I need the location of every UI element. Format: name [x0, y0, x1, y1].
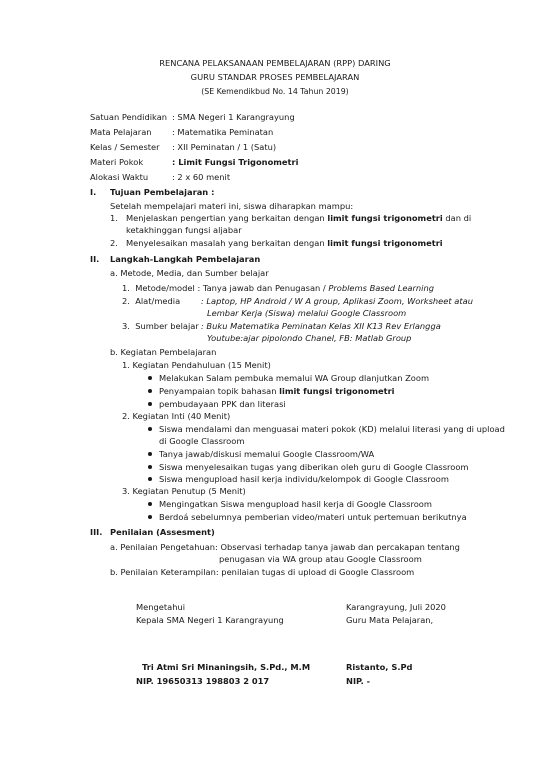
signature-left-role: Kepala SMA Negeri 1 Karangrayung	[136, 615, 284, 625]
identity-label: Mata Pelajaran	[90, 127, 152, 137]
doc-subtitle: GURU STANDAR PROSES PEMBELAJARAN	[190, 72, 360, 82]
identity-value: : SMA Negeri 1 Karangrayung	[172, 112, 295, 122]
section-intro: Setelah mempelajari materi ini, siswa diharapkan mampu:	[110, 201, 354, 211]
objective-item	[126, 213, 482, 224]
identity-row	[90, 127, 273, 138]
emphasis-text: limit fungsi trigonometri	[327, 238, 443, 248]
list-number: 1.	[122, 283, 130, 293]
assessment-item: b. Penilaian Keterampilan: penilaian tugas di upload di Google Classroom	[110, 567, 415, 577]
resource-row	[122, 321, 199, 332]
objective-item-continued: ketakhinggan fungsi aljabar	[126, 225, 242, 235]
identity-row	[90, 172, 230, 183]
identity-value: : Limit Fungsi Trigonometri	[172, 157, 299, 167]
resource-value-continued: Youtube:ajar pipolondo Chanel, FB: Matlab Group	[207, 333, 412, 343]
signature-right-role: Guru Mata Pelajaran,	[346, 615, 434, 625]
list-item-text: Berdoá sebelumnya pemberian video/materi untuk pertemuan berikutnya	[159, 512, 467, 522]
resource-value: : Laptop, HP Android / W A group, Aplikasi Zoom, Worksheet atau	[201, 296, 473, 306]
list-number: 2.	[110, 238, 118, 248]
list-item	[148, 449, 374, 460]
activity-title: 3. Kegiatan Penutup (5 Menit)	[122, 486, 246, 496]
list-item-text: Siswa menyelesaikan tugas yang diberikan oleh guru di Google Classroom	[159, 462, 469, 472]
bullet-icon	[148, 502, 152, 506]
signature-left-heading: Mengetahui	[136, 602, 186, 612]
assessment-item-continued: penugasan via WA group atau Google Classroom	[219, 554, 422, 564]
resource-label: Metode/model	[135, 283, 195, 293]
signature-right-place-date: Karangrayung, Juli 2020	[346, 602, 446, 612]
list-item	[148, 462, 469, 473]
identity-row	[90, 157, 298, 168]
text-run: dan di	[442, 213, 472, 223]
activity-title: 1. Kegiatan Pendahuluan (15 Menit)	[122, 360, 271, 370]
section-title: Langkah-Langkah Pembelajaran	[110, 254, 261, 264]
list-item	[148, 399, 286, 410]
bullet-icon	[148, 376, 152, 380]
section-number: III.	[90, 527, 103, 537]
objective-item	[126, 238, 443, 249]
identity-label: Satuan Pendidikan	[90, 112, 168, 122]
text-run: Menjelaskan pengertian yang berkaitan dengan	[126, 213, 328, 223]
identity-row	[90, 142, 276, 153]
list-item-text: Melakukan Salam pembuka memalui WA Group dlanjutkan Zoom	[159, 373, 430, 383]
identity-value: : XII Peminatan / 1 (Satu)	[172, 142, 277, 152]
list-item	[148, 424, 505, 435]
resource-value-italic: Problems Based Learning	[328, 283, 435, 293]
list-item-text: Mengingatkan Siswa mengupload hasil kerja di Google Classroom	[159, 499, 432, 509]
list-item	[148, 512, 467, 523]
section-number: I.	[90, 187, 97, 197]
signature-left-nip: NIP. 19650313 198803 2 017	[136, 676, 270, 686]
resource-row	[122, 283, 434, 294]
identity-label: Materi Pokok	[90, 157, 144, 167]
activity-title: 2. Kegiatan Inti (40 Menit)	[122, 411, 231, 421]
list-item-text: pembudayaan PPK dan literasi	[159, 399, 286, 409]
list-number: 2.	[122, 296, 130, 306]
signature-left-name: Tri Atmi Sri Minaningsih, S.Pd., M.M	[142, 662, 311, 672]
resource-value: : Buku Matematika Peminatan Kelas XII K13 Rev Erlangga	[201, 321, 441, 331]
list-item	[148, 386, 395, 397]
section-number: II.	[90, 254, 100, 264]
resource-value-continued: Lembar Kerja (Siswa) melalui Google Classroom	[207, 308, 407, 318]
resource-label: Alat/media	[135, 296, 181, 306]
bullet-icon	[148, 389, 152, 393]
identity-label: Alokasi Waktu	[90, 172, 149, 182]
identity-label: Kelas / Semester	[90, 142, 160, 152]
subsection-label: b. Kegiatan Pembelajaran	[110, 347, 217, 357]
identity-value: : Matematika Peminatan	[172, 127, 274, 137]
resource-value: : Tanya jawab dan Penugasan /	[197, 283, 329, 293]
emphasis-text: limit fungsi trigonometri	[279, 386, 395, 396]
list-item-text: Siswa mendalami dan menguasai materi pokok (KD) melalui literasi yang di upload	[159, 424, 505, 434]
list-item	[148, 373, 429, 384]
bullet-icon	[148, 402, 152, 406]
list-item-continued: di Google Classroom	[159, 436, 245, 446]
signature-right-nip: NIP. -	[346, 676, 371, 686]
bullet-icon	[148, 427, 152, 431]
list-item-text: Tanya jawab/diskusi memalui Google Classroom/WA	[159, 449, 375, 459]
doc-reference: (SE Kemendikbud No. 14 Tahun 2019)	[201, 87, 349, 96]
bullet-icon	[148, 465, 152, 469]
assessment-item: a. Penilaian Pengetahuan: Observasi terhadap tanya jawab dan percakapan tentang	[110, 542, 460, 552]
resource-row	[122, 296, 180, 307]
bullet-icon	[148, 515, 152, 519]
bullet-icon	[148, 477, 152, 481]
doc-title: RENCANA PELAKSANAAN PEMBELAJARAN (RPP) DARING	[159, 58, 391, 68]
identity-value: : 2 x 60 menit	[172, 172, 231, 182]
resource-label: Sumber belajar	[135, 321, 199, 331]
list-number: 1.	[110, 213, 118, 223]
signature-right-name: Ristanto, S.Pd	[346, 662, 413, 672]
section-title: Penilaian (Assesment)	[110, 527, 215, 537]
bullet-icon	[148, 452, 152, 456]
identity-row	[90, 112, 295, 123]
emphasis-text: limit fungsi trigonometri	[327, 213, 443, 223]
section-title: Tujuan Pembelajaran :	[110, 187, 215, 197]
list-item-text: Penyampaian topik bahasan	[159, 386, 280, 396]
subsection-label: a. Metode, Media, dan Sumber belajar	[110, 268, 269, 278]
list-item	[148, 474, 449, 485]
text-run: Menyelesaikan masalah yang berkaitan dengan	[126, 238, 328, 248]
list-number: 3.	[122, 321, 130, 331]
list-item-text: Siswa mengupload hasil kerja individu/kelompok di Google Classroom	[159, 474, 449, 484]
list-item	[148, 499, 432, 510]
